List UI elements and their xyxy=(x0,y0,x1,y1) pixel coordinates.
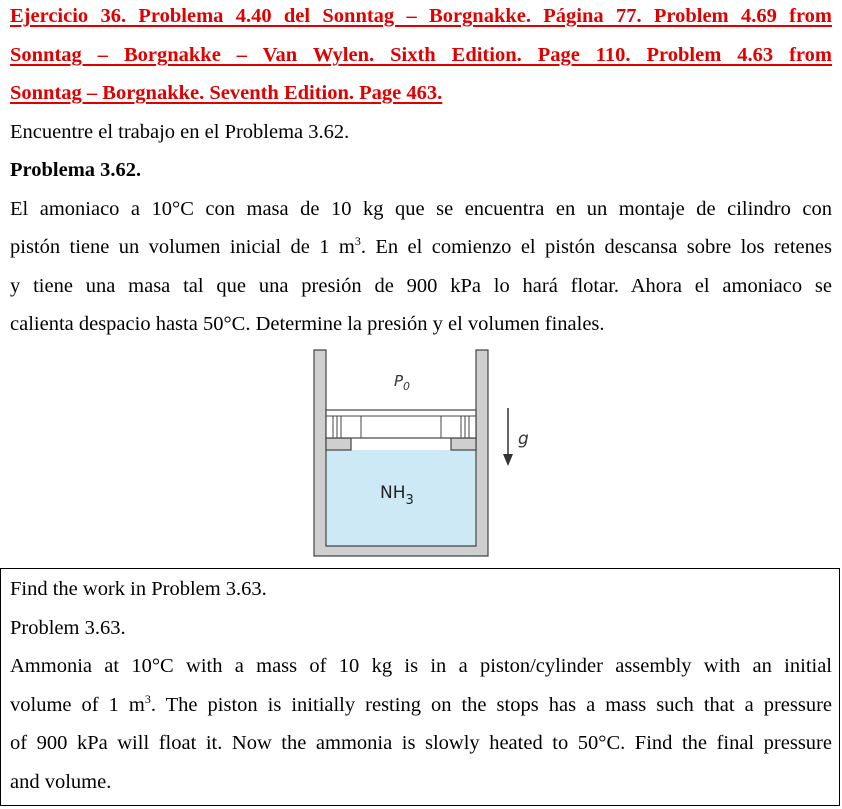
gravity-arrow xyxy=(503,408,513,466)
cubic-superscript: 3 xyxy=(354,234,361,248)
cubic-superscript-en: 3 xyxy=(144,692,151,706)
english-paragraph-line-3: of 900 kPa will float it. Now the ammonia is slowly heated to 50°C. Find the final pressure xyxy=(10,732,832,754)
english-problem-box xyxy=(0,568,840,806)
spanish-instruction: Encuentre el trabajo en el Problema 3.62. xyxy=(10,121,350,143)
spanish-line2-text: pistón tiene un volumen inicial de 1 m xyxy=(10,236,355,258)
spanish-paragraph-line-2 xyxy=(10,235,832,259)
spanish-paragraph-line-3: y tiene una masa tal que una presión de 900 kPa lo hará flotar. Ahora el amoniaco se xyxy=(10,275,832,297)
piston xyxy=(326,410,476,438)
english-instruction: Find the work in Problem 3.63. xyxy=(10,578,267,600)
english-paragraph-line-4: and volume. xyxy=(10,771,112,793)
english-paragraph-line-1: Ammonia at 10°C with a mass of 10 kg is in a piston/cylinder assembly with an initial xyxy=(10,655,832,677)
english-line2-rest: . The piston is initially resting on the stops has a mass such that a pressure xyxy=(150,694,833,716)
piston-cylinder-figure xyxy=(306,348,538,558)
spanish-paragraph-line-1: El amoniaco a 10°C con masa de 10 kg que se encuentra en un montaje de cilindro con xyxy=(10,198,832,220)
spanish-paragraph-line-4: calienta despacio hasta 50°C. Determine la presión y el volumen finales. xyxy=(10,313,605,335)
spanish-problem-title: Problema 3.62. xyxy=(10,159,142,181)
english-problem-title: Problem 3.63. xyxy=(10,617,126,639)
ammonia-label: $NH_3$ xyxy=(380,483,414,508)
right-stop xyxy=(451,438,476,450)
spanish-line2-rest: . En el comienzo el pistón descansa sobre los retenes xyxy=(360,236,832,258)
heading-line-3: Sonntag – Borgnakke. Seventh Edition. Page 463. xyxy=(10,82,443,104)
left-stop xyxy=(326,438,351,450)
atmospheric-pressure-label: $P_0$ xyxy=(394,372,411,393)
english-paragraph-line-2 xyxy=(10,693,832,717)
english-line2-text: volume of 1 m xyxy=(10,694,145,716)
heading-line-1: Ejercicio 36. Problema 4.40 del Sonntag – Borgnakke. Página 77. Problem 4.69 from xyxy=(10,5,832,27)
heading-line-2: Sonntag – Borgnakke – Van Wylen. Sixth Edition. Page 110. Problem 4.63 from xyxy=(10,44,832,66)
gravity-label: g xyxy=(518,429,529,449)
